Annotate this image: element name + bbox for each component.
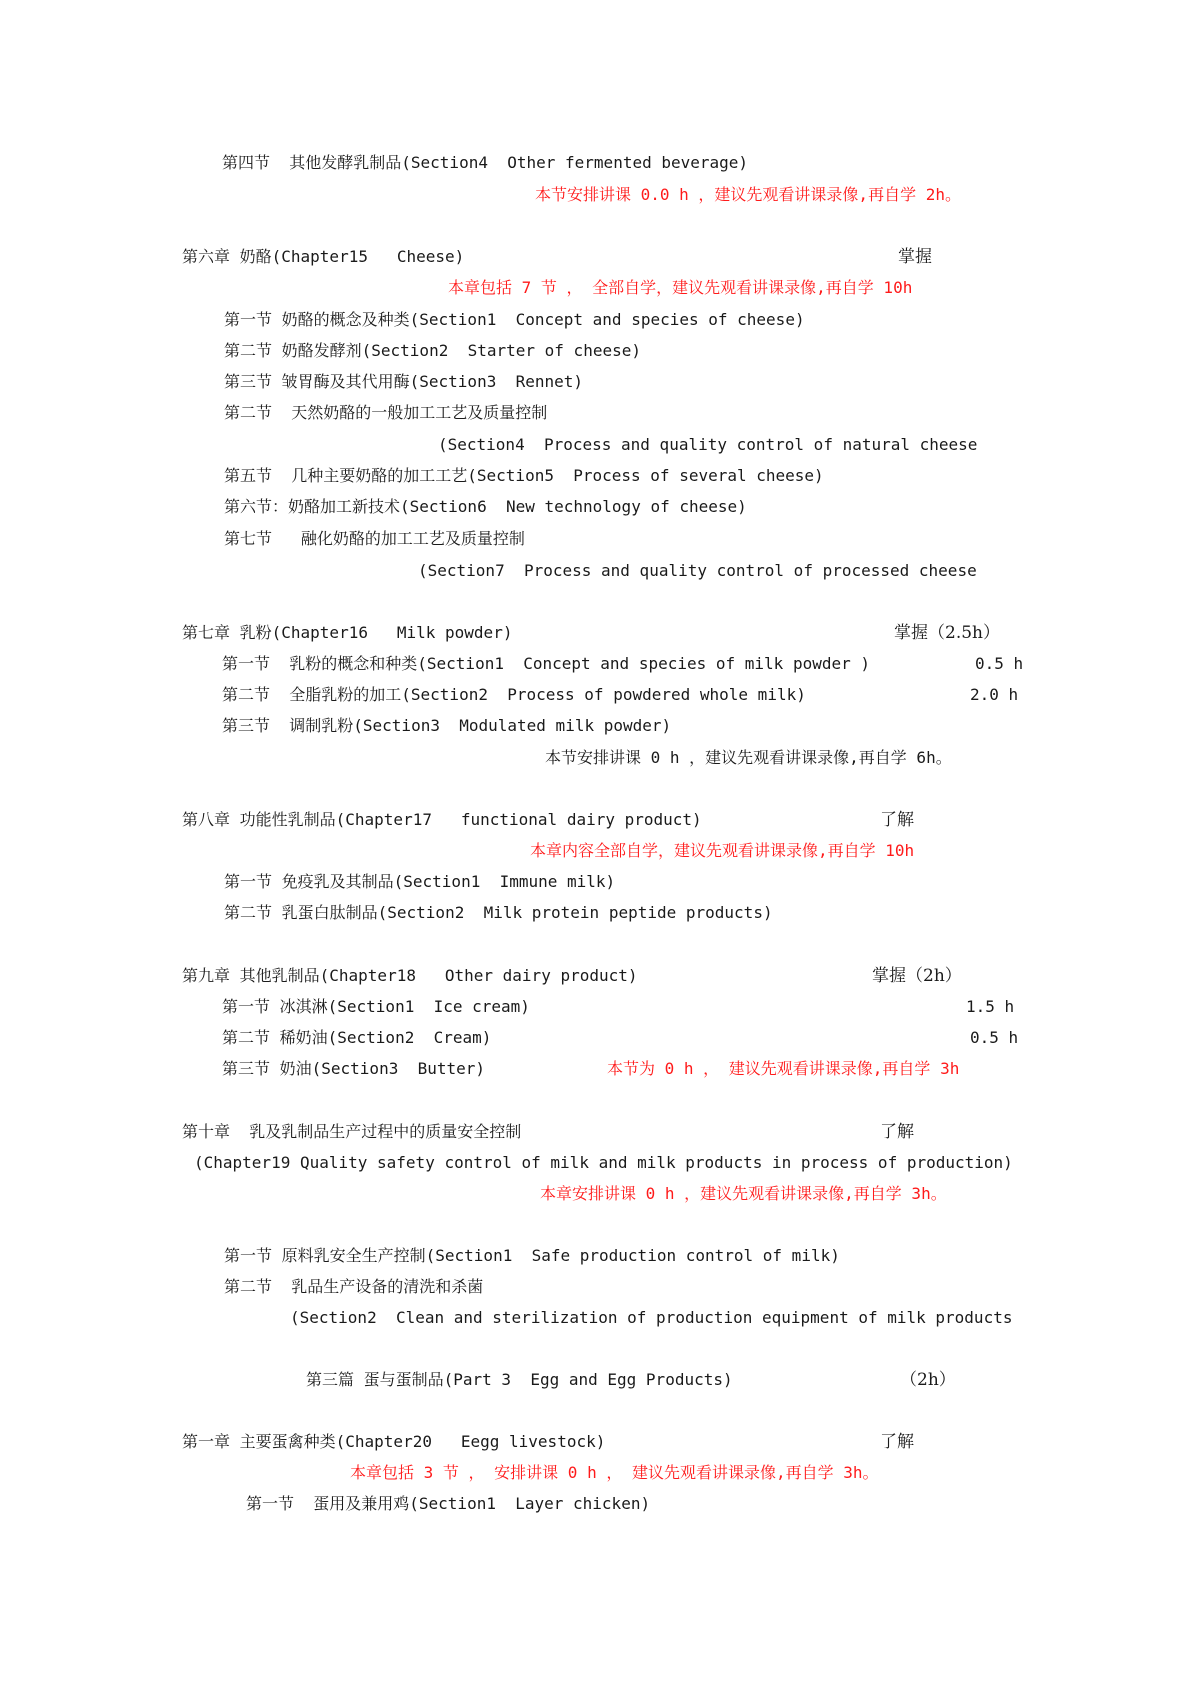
study-note: 本节安排讲课 0 h ，建议先观看讲课录像,再自学 6h。 [545,748,952,767]
section-title: 第三节 皱胃酶及其代用酶(Section3 Rennet) [224,372,584,391]
section-title: 第二节 乳蛋白肽制品(Section2 Milk protein peptide products) [224,903,773,922]
section-title-english: (Section2 Clean and sterilization of production equipment of milk products [290,1308,1013,1327]
chapter-title: 第六章 奶酪(Chapter15 Cheese) [182,247,465,266]
section-title: 第二节 稀奶油(Section2 Cream) [222,1028,492,1047]
mastery-level: 掌握 [898,247,932,267]
study-note: 本节安排讲课 0.0 h ，建议先观看讲课录像,再自学 2h。 [535,185,961,204]
study-note: 本章安排讲课 0 h ，建议先观看讲课录像,再自学 3h。 [540,1184,947,1203]
section-title: 第一节 原料乳安全生产控制(Section1 Safe production control of milk) [224,1246,840,1265]
section-hours: 0.5 h [970,1028,1019,1047]
study-note: 本章内容全部自学，建议先观看讲课录像,再自学 10h [530,841,915,860]
chapter-title: 第十章 乳及乳制品生产过程中的质量安全控制 [182,1122,522,1141]
section-title: 第一节 免疫乳及其制品(Section1 Immune milk) [224,872,616,891]
section-title: 第四节 其他发酵乳制品(Section4 Other fermented beverage) [222,153,749,172]
part-title: 第三篇 蛋与蛋制品(Part 3 Egg and Egg Products) [306,1370,733,1389]
chapter-title: 第一章 主要蛋禽种类(Chapter20 Eegg livestock) [182,1432,606,1451]
study-note: 本章包括 7 节 ， 全部自学，建议先观看讲课录像,再自学 10h [448,278,913,297]
chapter-title: 第八章 功能性乳制品(Chapter17 functional dairy product) [182,810,702,829]
section-title: 第三节 奶油(Section3 Butter) [222,1059,486,1078]
mastery-level: 了解 [880,1432,914,1452]
study-note: 本节为 0 h ， 建议先观看讲课录像,再自学 3h [607,1059,960,1078]
section-title: 第二节 乳品生产设备的清洗和杀菌 [224,1277,484,1296]
chapter-title: 第七章 乳粉(Chapter16 Milk powder) [182,623,513,642]
section-title: 第二节 全脂乳粉的加工(Section2 Process of powdered whole milk) [222,685,806,704]
section-hours: 0.5 h [975,654,1024,673]
mastery-level: 了解 [880,1122,914,1142]
section-title-english: (Section4 Process and quality control of natural cheese [438,435,978,454]
section-title: 第一节 奶酪的概念及种类(Section1 Concept and species of cheese) [224,310,805,329]
section-title: 第二节 天然奶酪的一般加工工艺及质量控制 [224,403,548,422]
chapter-title: 第九章 其他乳制品(Chapter18 Other dairy product) [182,966,638,985]
section-hours: 2.0 h [970,685,1019,704]
section-title-english: (Section7 Process and quality control of processed cheese [418,561,977,580]
mastery-level: 了解 [880,810,914,830]
section-title: 第一节 冰淇淋(Section1 Ice cream) [222,997,530,1016]
section-title: 第二节 奶酪发酵剂(Section2 Starter of cheese) [224,341,641,360]
mastery-level: 掌握（2h） [872,966,962,986]
section-title: 第六节：奶酪加工新技术(Section6 New technology of cheese) [224,497,747,516]
section-title: 第七节 融化奶酪的加工工艺及质量控制 [224,529,525,548]
section-title: 第五节 几种主要奶酪的加工工艺(Section5 Process of several cheese) [224,466,824,485]
section-title: 第一节 蛋用及兼用鸡(Section1 Layer chicken) [246,1494,651,1513]
section-title: 第一节 乳粉的概念和种类(Section1 Concept and species of milk powder ) [222,654,871,673]
mastery-level: 掌握（2.5h） [894,623,1000,643]
part-hours: （2h） [900,1370,956,1390]
study-note: 本章包括 3 节 ， 安排讲课 0 h ， 建议先观看讲课录像,再自学 3h。 [350,1463,879,1482]
chapter-title-english: (Chapter19 Quality safety control of milk and milk products in process of production) [194,1153,1013,1172]
section-title: 第三节 调制乳粉(Section3 Modulated milk powder) [222,716,672,735]
section-hours: 1.5 h [966,997,1015,1016]
